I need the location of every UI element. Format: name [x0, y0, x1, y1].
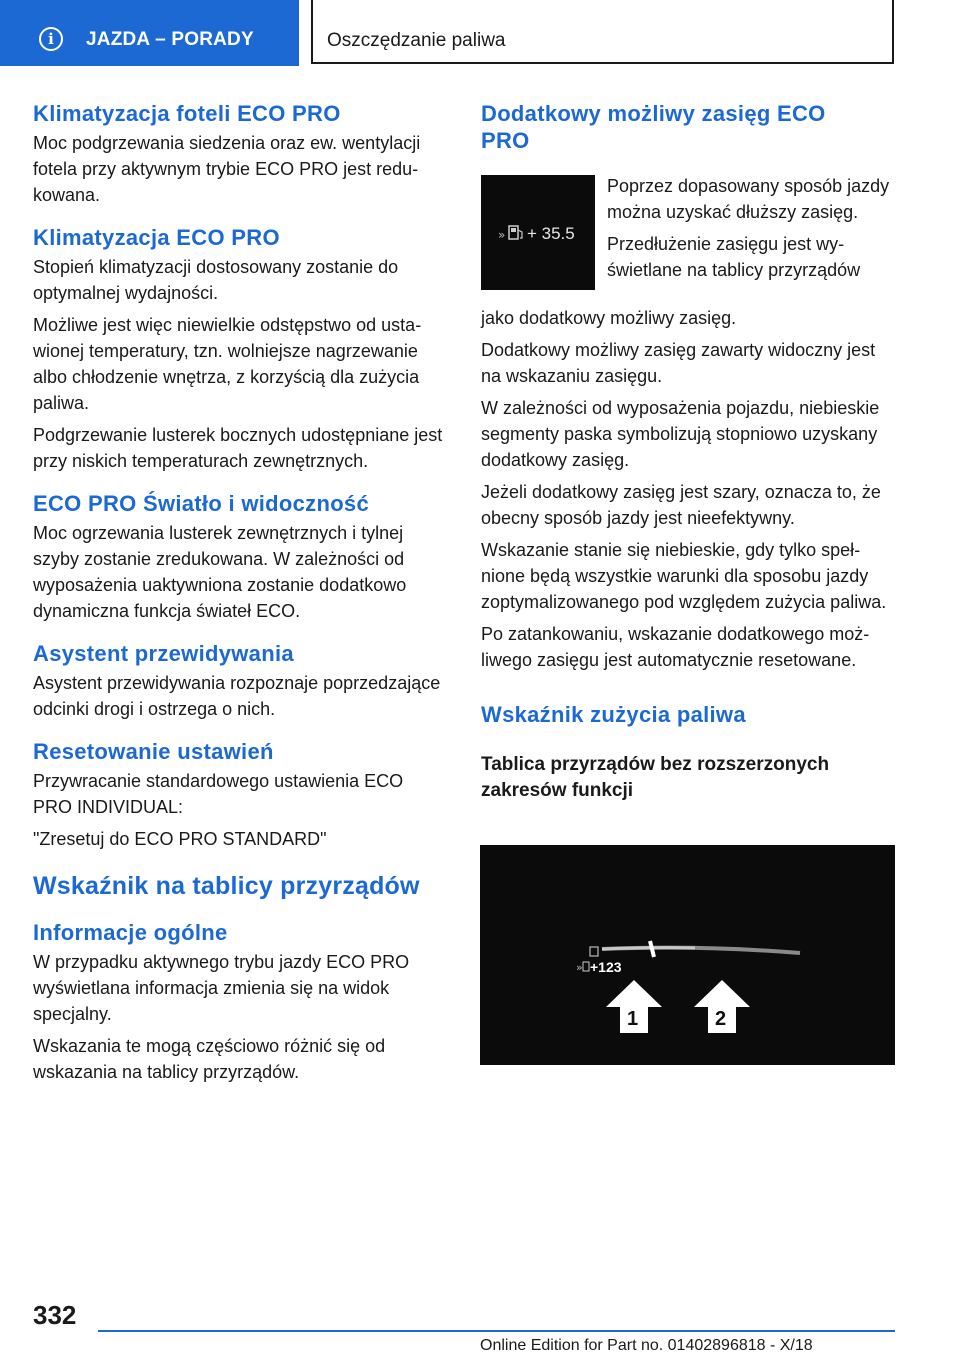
- chapter-tab-label: JAZDA – PORADY: [86, 29, 254, 50]
- heading-general-info: Informacje ogólne: [33, 920, 228, 945]
- fuel-pump-icon: [590, 947, 598, 956]
- chevron-icon: »: [498, 228, 506, 242]
- paragraph: Po zatankowaniu, wskazanie dodatkowego możliwego zasięgu jest automatycznie resetowane.: [481, 624, 870, 670]
- range-value: + 35.5: [527, 224, 575, 243]
- info-icon: i: [39, 27, 63, 51]
- page-number: 332: [33, 1300, 77, 1330]
- paragraph: Wskazanie stanie się niebieskie, gdy tylko spełnione będą wszystkie warunki dla sposobu jazdy zoptymalizowanego pod względem zużycia paliwa.: [481, 540, 887, 612]
- paragraph: jako dodatkowy możliwy zasięg.: [481, 308, 737, 328]
- heading-light-visibility: ECO PRO Światło i widoczność: [33, 491, 370, 516]
- range-gauge-graphic: [481, 175, 595, 290]
- right-column: [481, 100, 895, 154]
- paragraph: Stopień klimatyzacji dostosowany zostanie do optymalnej wydajności.: [33, 257, 399, 303]
- paragraph: Wskazania te mogą częściowo różnić się od wskazania na tablicy przyrządów.: [33, 1036, 386, 1082]
- paragraph: Dodatkowy możliwy zasięg zawarty widoczny jest na wskazaniu zasięgu.: [481, 340, 876, 386]
- paragraph: W zależności od wyposażenia pojazdu, niebieskie segmenty paska symbolizują stopniowo uzyskany dodatkowy zasięg.: [481, 398, 880, 470]
- left-column: [33, 100, 447, 1085]
- chevron-icon: »: [576, 961, 583, 974]
- paragraph: Moc podgrzewania siedzenia oraz ew. wentylacji fotela przy aktywnym trybie ECO PRO jest redukowana.: [33, 133, 421, 205]
- heading-reset-settings: Resetowanie ustawień: [33, 739, 274, 764]
- needle-icon: [650, 941, 654, 957]
- paragraph: Asystent przewidywania rozpoznaje poprzedzające odcinki drogi i ostrzega o nich.: [33, 673, 441, 719]
- fuel-pump-icon: [509, 226, 518, 239]
- arrow-label-2: 2: [715, 1008, 727, 1030]
- heading-instrument-display: Wskaźnik na tablicy przyrządów: [33, 872, 420, 900]
- consumption-display-image: [480, 845, 895, 1065]
- heading-predictive-assistant: Asystent przewidywania: [33, 641, 294, 666]
- paragraph: Moc ogrzewania lusterek zewnętrznych i tylnej szyby zostanie zredukowana. W zależności od wyposażenia uaktywniona zostanie dodatkowo dynamiczna funkcja świateł ECO.: [33, 523, 407, 621]
- paragraph: Przedłużenie zasięgu jest wyświetlane na tablicy przyrządów: [607, 234, 861, 280]
- paragraph: W przypadku aktywnego trybu jazdy ECO PRO wyświetlana informacja zmienia się na widok specjalny.: [33, 952, 410, 1024]
- paragraph: Podgrzewanie lusterek bocznych udostępniane jest przy niskich temperaturach zewnętrznych.: [33, 425, 443, 471]
- float-text: [607, 173, 895, 283]
- arrow-label-1: 1: [627, 1008, 639, 1030]
- section-title: Oszczędzanie paliwa: [327, 30, 506, 51]
- heading-fuel-consumption: Wskaźnik zużycia paliwa: [481, 702, 746, 727]
- paragraph: Przywracanie standardowego ustawienia ECO PRO INDIVIDUAL:: [33, 771, 404, 817]
- range-value: +123: [590, 959, 622, 975]
- paragraph: "Zresetuj do ECO PRO STANDARD": [33, 829, 327, 849]
- footer-divider: [98, 1330, 895, 1332]
- right-column-body: [481, 305, 895, 804]
- paragraph: Możliwe jest więc niewielkie odstępstwo od ustawionej temperatury, tzn. wolniejsze nagrzewanie albo chłodzenie wnętrza, z korzyścią dla zużycia paliwa.: [33, 315, 422, 413]
- heading-climate: Klimatyzacja ECO PRO: [33, 225, 280, 250]
- heading-seat-climate: Klimatyzacja foteli ECO PRO: [33, 101, 341, 126]
- edition-text: Online Edition for Part no. 01402896818 - X/18: [480, 1337, 813, 1354]
- chapter-tab[interactable]: [0, 0, 299, 66]
- heading-additional-range: Dodatkowy możliwy zasięg ECO PRO: [481, 101, 826, 153]
- subheading-instrument-cluster: Tablica przyrządów bez rozszerzonych zakresów funkcji: [481, 754, 830, 801]
- range-display-image: [481, 175, 595, 290]
- consumption-gauge-graphic: [480, 845, 895, 1065]
- paragraph: Poprzez dopasowany sposób jazdy można uzyskać dłuższy zasięg.: [607, 176, 890, 222]
- paragraph: Jeżeli dodatkowy zasięg jest szary, oznacza to, że obecny sposób jazdy jest nieefektywny.: [481, 482, 881, 528]
